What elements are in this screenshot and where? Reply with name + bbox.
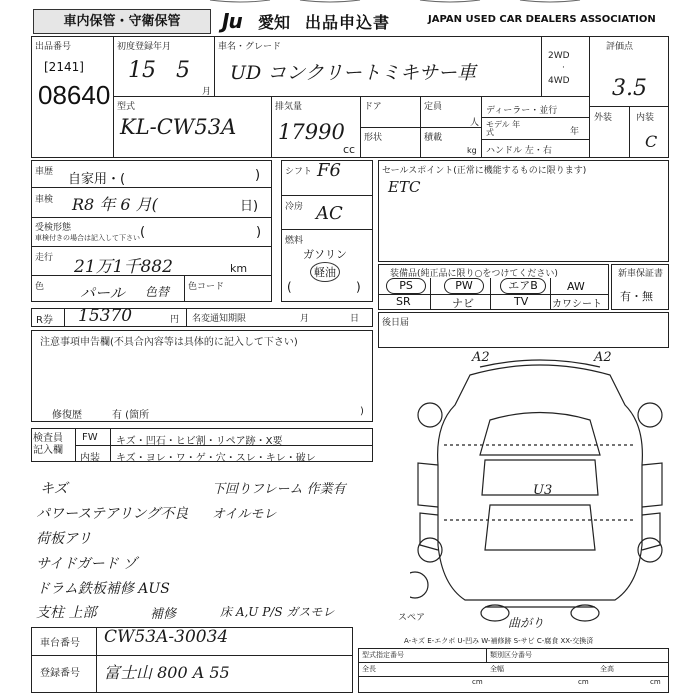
- spare-label: スペア: [398, 613, 426, 623]
- warranty-label: 新車保証書: [618, 269, 664, 279]
- note-9: 補修: [150, 607, 177, 622]
- name-change-month: 月: [300, 314, 310, 324]
- price-value: 15370: [78, 306, 133, 326]
- association-name: JAPAN USED CAR DEALERS ASSOCIATION: [428, 14, 656, 25]
- height-label: 全高: [600, 665, 614, 673]
- equip-airbag: エアB: [500, 278, 546, 294]
- person-unit: 人: [470, 118, 480, 128]
- name-change-day: 日: [350, 314, 360, 324]
- inspection-close: 日): [240, 199, 259, 214]
- legend-row1: キズ・凹石・ヒビ割・リペア跡・X要: [116, 436, 283, 447]
- after-frame: [378, 312, 669, 348]
- selling-value: ETC: [388, 178, 421, 196]
- kg-unit: kg: [467, 146, 477, 155]
- note-8: オイルモレ: [212, 507, 277, 522]
- note-7: 下回りフレーム 作業有: [212, 482, 346, 497]
- diagram-front-right: A2: [594, 350, 612, 365]
- note-4: サイドガード ゾ: [36, 556, 138, 572]
- model-year-label: モデル 年式: [486, 120, 521, 137]
- equip-ps: PS: [386, 278, 426, 294]
- note-6: 支柱 上部: [36, 605, 97, 621]
- chassis-value: CW53A-30034: [104, 627, 229, 647]
- shape-label: 形状: [364, 133, 383, 143]
- cm-unit-1: cm: [472, 678, 483, 686]
- storage-tag: 車内保管・守衛保管: [33, 9, 211, 34]
- price-label: R券: [36, 315, 53, 326]
- diagram-front-left: A2: [472, 350, 490, 365]
- cc-label: 排気量: [275, 102, 303, 112]
- ju-logo: Ju: [222, 9, 242, 33]
- warranty-value: 有・無: [620, 290, 653, 303]
- dealer-label: ディーラー・並行: [486, 106, 558, 116]
- mileage-unit: km: [230, 262, 248, 275]
- grade-value: 3.5: [612, 76, 647, 101]
- class-label: 類別区分番号: [490, 651, 532, 659]
- receive-close: ): [256, 225, 262, 240]
- fuel-diesel: 軽油: [310, 262, 340, 282]
- color-label: 色: [35, 282, 45, 292]
- color-code-label: 色コード: [188, 282, 225, 292]
- note-3: 荷板アリ: [36, 531, 92, 547]
- ac-value: AC: [316, 203, 343, 224]
- fuel-gasoline: ガソリン: [303, 248, 347, 261]
- chassis-label: 車台番号: [40, 638, 80, 649]
- note-5: ドラム鉄板補修 AUS: [36, 581, 170, 597]
- interior-value: C: [645, 132, 658, 151]
- inspection-label: 車検: [35, 195, 54, 205]
- region-name: 愛知: [258, 13, 291, 32]
- fuel-paren-r: ): [356, 280, 361, 294]
- inspector-label: 検査員 記入欄: [33, 433, 63, 456]
- sheet-title: 出品申込書: [305, 13, 391, 32]
- equip-seat: カワシート: [552, 299, 602, 310]
- repair-close: ): [360, 406, 364, 417]
- model-value: KL-CW53A: [120, 115, 237, 139]
- drive-sep: ·: [562, 63, 565, 73]
- reg-label: 初度登録年月: [117, 42, 172, 52]
- reg-month: 5: [176, 58, 190, 83]
- top-edge-marks: [0, 0, 700, 4]
- fuel-paren-l: (: [287, 280, 292, 294]
- shift-label: シフト: [285, 167, 313, 177]
- month-unit: 月: [202, 87, 212, 97]
- equip-sr: SR: [396, 295, 411, 308]
- mileage-value: 21万1千882: [74, 257, 173, 277]
- diagram-rear-note: 曲がり: [508, 616, 545, 630]
- plate-value: 富士山 800 A 55: [104, 663, 230, 682]
- name-label: 車名・グレード: [218, 42, 282, 52]
- receive-paren: (: [140, 225, 146, 240]
- history-value: 自家用・(: [68, 172, 126, 187]
- equipment-label: 装備品(純正品に限り○をつけてください): [390, 269, 558, 279]
- remarks-label: 注意事項申告欄(不具合內容等は具体的に記入して下さい): [40, 337, 298, 348]
- vehicle-name: UD コンクリートミキサー車: [230, 62, 476, 84]
- selling-label: セールスポイント(正常に機能するものに限ります): [382, 166, 587, 176]
- equip-aw: AW: [567, 280, 585, 293]
- shift-value: F6: [317, 160, 341, 181]
- cm-unit-3: cm: [650, 678, 661, 686]
- door-label: ドア: [364, 102, 382, 112]
- handle-label: ハンドル 左・右: [486, 146, 552, 156]
- cc-value: 17990: [278, 120, 345, 144]
- load-label: 積載: [424, 133, 443, 143]
- note-2: パワーステアリング不良: [36, 506, 189, 522]
- model-label: 型式: [117, 102, 136, 112]
- damage-legend: A-キズ E-エクボ U-凹み W-補修跡 S-サビ C-腐食 XX-交換済: [404, 637, 594, 645]
- length-label: 全長: [362, 665, 376, 673]
- inside-label: 内装: [80, 453, 100, 464]
- equip-tv: TV: [514, 295, 529, 308]
- year-unit: 年: [570, 127, 580, 137]
- interior-label: 内装: [636, 113, 655, 123]
- note-10: 床 A,U P/S ガスモレ: [220, 605, 335, 619]
- mileage-label: 走行: [35, 253, 54, 263]
- after-label: 後日届: [382, 318, 410, 328]
- diagram-center: U3: [533, 483, 553, 498]
- cc-unit: cc: [343, 143, 356, 156]
- equip-pw: PW: [444, 278, 484, 294]
- width-label: 全幅: [490, 665, 504, 673]
- spec-label: 型式指定番号: [362, 651, 404, 659]
- receive-sub: 車検付きの場合は記入して下さい: [35, 234, 140, 242]
- price-unit: 円: [170, 315, 180, 325]
- inspection-value: R8 年 6 月(: [72, 195, 158, 214]
- cm-unit-2: cm: [578, 678, 589, 686]
- exterior-label: 外装: [594, 113, 613, 123]
- equip-navi: ナビ: [452, 297, 474, 310]
- fw-label: FW: [82, 432, 98, 443]
- color-value: パール: [80, 284, 125, 302]
- fuel-label: 燃料: [285, 236, 304, 246]
- lot-small: [2141]: [44, 60, 84, 74]
- ac-label: 冷房: [285, 202, 304, 212]
- repair-label: 修復歴: [52, 410, 82, 421]
- reg-year: 15: [128, 58, 156, 83]
- legend-row2: キズ・ヨレ・ワ・ゲ・穴・スレ・キレ・破レ: [116, 453, 316, 464]
- history-close: ): [255, 168, 261, 183]
- drive-2wd: 2WD: [548, 51, 570, 61]
- repair-value: 有 (箇所: [112, 410, 150, 421]
- name-change-label: 名変通知期限: [192, 314, 247, 324]
- lot-label: 出品番号: [35, 42, 72, 52]
- drive-4wd: 4WD: [548, 76, 570, 86]
- capacity-label: 定員: [424, 102, 443, 112]
- grade-label: 評価点: [606, 42, 634, 52]
- note-1: キズ: [40, 481, 68, 497]
- lot-number: 08640: [38, 80, 111, 110]
- plate-label: 登録番号: [40, 668, 80, 679]
- history-label: 車歴: [35, 167, 54, 177]
- receive-label: 受検形態: [35, 223, 72, 233]
- color-note: 色替: [145, 285, 170, 299]
